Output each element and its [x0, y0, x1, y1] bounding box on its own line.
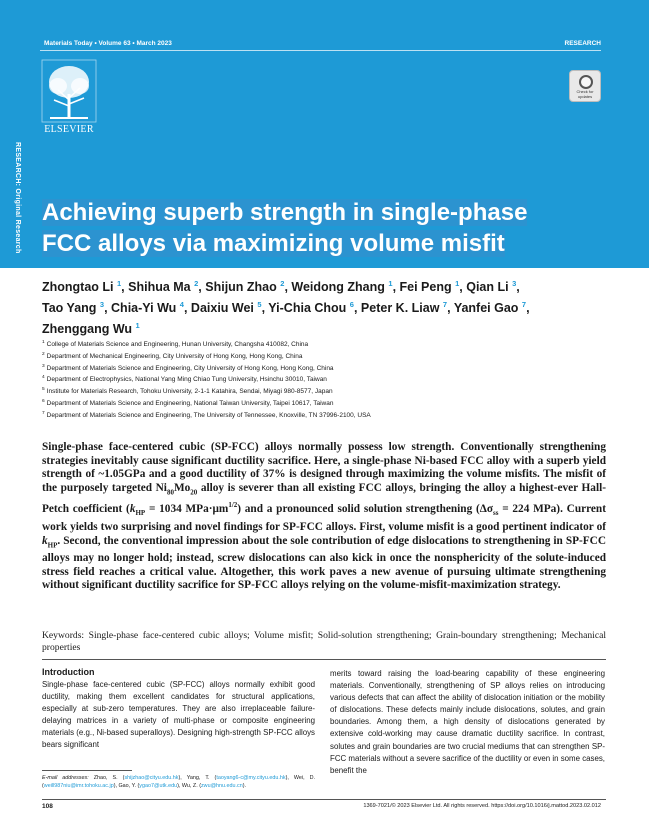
email-link[interactable]: weill987niu@imr.tohoku.ac.jp [43, 783, 114, 790]
author[interactable]: Zhenggang Wu $^1$ [42, 321, 140, 337]
title-line-1: Achieving superb strength in single-phase [42, 199, 528, 226]
email-link[interactable]: ygao7@utk.edu [139, 783, 178, 790]
publisher-name: ELSEVIER [44, 124, 94, 135]
check-for-updates-button[interactable] [569, 70, 601, 102]
author[interactable]: Zhongtao Li $^1$ [42, 279, 122, 295]
intro-text-left: Single-phase face-centered cubic (SP-FCC) alloys normally exhibit good ductility, making them excellent candidates for structural applications, especially at sub-zero temperatures. They are also irreplaceable failure-delaying matrices in a variety of multi-phase or composite engineering materials (e.g., Ni-based superalloys). Designing high-strength SP-FCC alloys bears significant [42, 680, 315, 750]
email-link[interactable]: zwu@hnu.edu.cn [200, 783, 243, 790]
author-list: Zhongtao Li $^1$, Shihua Ma $^2$, Shijun Zhao $^2$, Weidong Zhang $^1$, Fei Peng $^1$, Qian Li $^3$, Tao Yang $^3$, Chia-Yi Wu $^4$, Daixiu Wei $^5$, Yi-Chia Chou $^6$, Peter K. Liaw $^7$, Yanfei Gao $^7$, Zhenggang Wu $^1$ [42, 279, 530, 337]
author[interactable]: Shihua Ma $^2$ [128, 279, 199, 295]
affiliation: $^7$ Department of Materials Science and Engineering, The University of Tennessee, Knoxville, TN 37996-2100, USA [42, 410, 371, 419]
author[interactable]: Peter K. Liaw $^7$ [360, 300, 448, 316]
affiliation: $^6$ Department of Materials Science and Engineering, National Taiwan University, Taipei 10617, Taiwan [42, 398, 334, 407]
affiliation: $^2$ Department of Mechanical Engineering, City University of Hong Kong, Hong Kong, China [42, 351, 303, 360]
author[interactable]: Yi-Chia Chou $^6$ [268, 300, 354, 316]
section-heading: Introduction [42, 667, 95, 677]
affiliation: $^4$ Department of Electrophysics, National Yang Ming Chiao Tung University, Hsinchu 30010, Taiwan [42, 375, 327, 384]
footnote-divider [42, 770, 132, 771]
section-side-label: RESEARCH: Original Research [14, 142, 21, 254]
affiliation: $^5$ Institute for Materials Research, Tohoku University, 2-1-1 Katahira, Sendai, Miyagi 980-8577, Japan [42, 387, 333, 396]
author[interactable]: Daixiu Wei $^5$ [190, 300, 262, 316]
copyright-notice: 1369-7021/© 2023 Elsevier Ltd. All rights reserved. https://doi.org/10.1016/j.mattod.2023.02.012 [363, 803, 601, 809]
title-line-2: FCC alloys via maximizing volume misfit [42, 230, 505, 257]
header-divider [40, 50, 601, 51]
footer-divider [42, 799, 606, 800]
abstract: Single-phase face-centered cubic (SP-FCC) alloys normally possess low strength. Conventionally strengthening strategies inevitably cause significant ductility sacrifice. Here, a single-phase Ni-based FCC alloy with a superb yield strength of ~1.05GPa and a good ductility of 37% is designed through maximizing the volume misfits. The misfit of the purposely targeted $Ni_{80}Mo_{20}$ alloy is severer than all existing FCC alloys, bringing the alloy a highest-ever Hall-Petch coefficient ($k_{HP} = 1034$ $MPa\cdot\mu m^{1/2}$) and a pronounced solid solution strengthening ($\Delta\sigma_{ss} = 224$ MPa). Current work yields two surprising and novel findings for SP-FCC alloys. First, volume misfit is a good pertinent indicator of $k_{HP}$. Second, the conventional impression about the sole contribution of edge dislocations to strengthening in SP-FCC alloys may no longer hold; instead, screw dislocations can also kick in once the nonsphericity of the solute-induced stress field reaches a critical value. Altogether, this work paves a new avenue of pursuing ultimate strengthening without significant ductility sacrifice for SP-FCC alloys relying on the volume-misfit-maximization strategy. [42, 441, 606, 592]
affiliation: $^3$ Department of Materials Science and Engineering, City University of Hong Kong, Hong Kong, China [42, 363, 334, 372]
author[interactable]: Shijun Zhao $^2$ [205, 279, 285, 295]
updates-icon [579, 75, 593, 89]
email-footnote: E-mail addresses: Zhao, S. (shijzhao@cityu.edu.hk), Yang, T. (taoyang6-c@my.cityu.edu.hk), Wei, D. (weill987niu@imr.tohoku.ac.jp), Gao, Y. (ygao7@utk.edu), Wu, Z. (zwu@hnu.edu.cn). [42, 775, 315, 790]
page-number: 108 [42, 803, 53, 810]
email-link[interactable]: taoyang6-c@my.cityu.edu.hk [216, 775, 286, 781]
affiliation-list [42, 338, 612, 420]
header-banner [0, 0, 649, 268]
affiliation: $^1$ College of Materials Science and Engineering, Hunan University, Changsha 410082, China [42, 340, 309, 349]
author[interactable]: Yanfei Gao $^7$ [453, 300, 527, 316]
author[interactable]: Weidong Zhang $^1$ [291, 279, 393, 295]
intro-text-right: merits toward raising the load-bearing capability of these engineering materials. Conventionally, strengthening of SP alloys relies on introducing various defects that can affect the ability of dislocation initiation or the mobility of dislocations. These defects mainly include dislocations, solutes, and grain boundaries. Among them, a high density of dislocations generated by extensive cold-working may cause dramatic ductility sacrifice. In contrast, solutes and grain boundaries are two crucial mediums that can strengthen SP-FCC materials without a severe sacrifice of the ductility or even in some cases, benefit the [330, 669, 605, 775]
author[interactable]: Tao Yang $^3$ [42, 300, 105, 316]
keywords: Keywords: Single-phase face-centered cubic alloys; Volume misfit; Solid-solution strengthening; Grain-boundary strengthening; Mechanical properties [42, 630, 606, 653]
author[interactable]: Chia-Yi Wu $^4$ [111, 300, 184, 316]
section-label: RESEARCH [564, 40, 601, 47]
keywords-divider [42, 659, 606, 660]
updates-label: Check for updates [576, 89, 594, 99]
author[interactable]: Qian Li $^3$ [466, 279, 517, 295]
journal-info: Materials Today • Volume 63 • March 2023 [44, 40, 172, 47]
email-link[interactable]: shijzhao@cityu.edu.hk [124, 775, 179, 781]
elsevier-tree-icon [40, 58, 98, 124]
article-title [42, 197, 612, 259]
author[interactable]: Fei Peng $^1$ [399, 279, 460, 295]
